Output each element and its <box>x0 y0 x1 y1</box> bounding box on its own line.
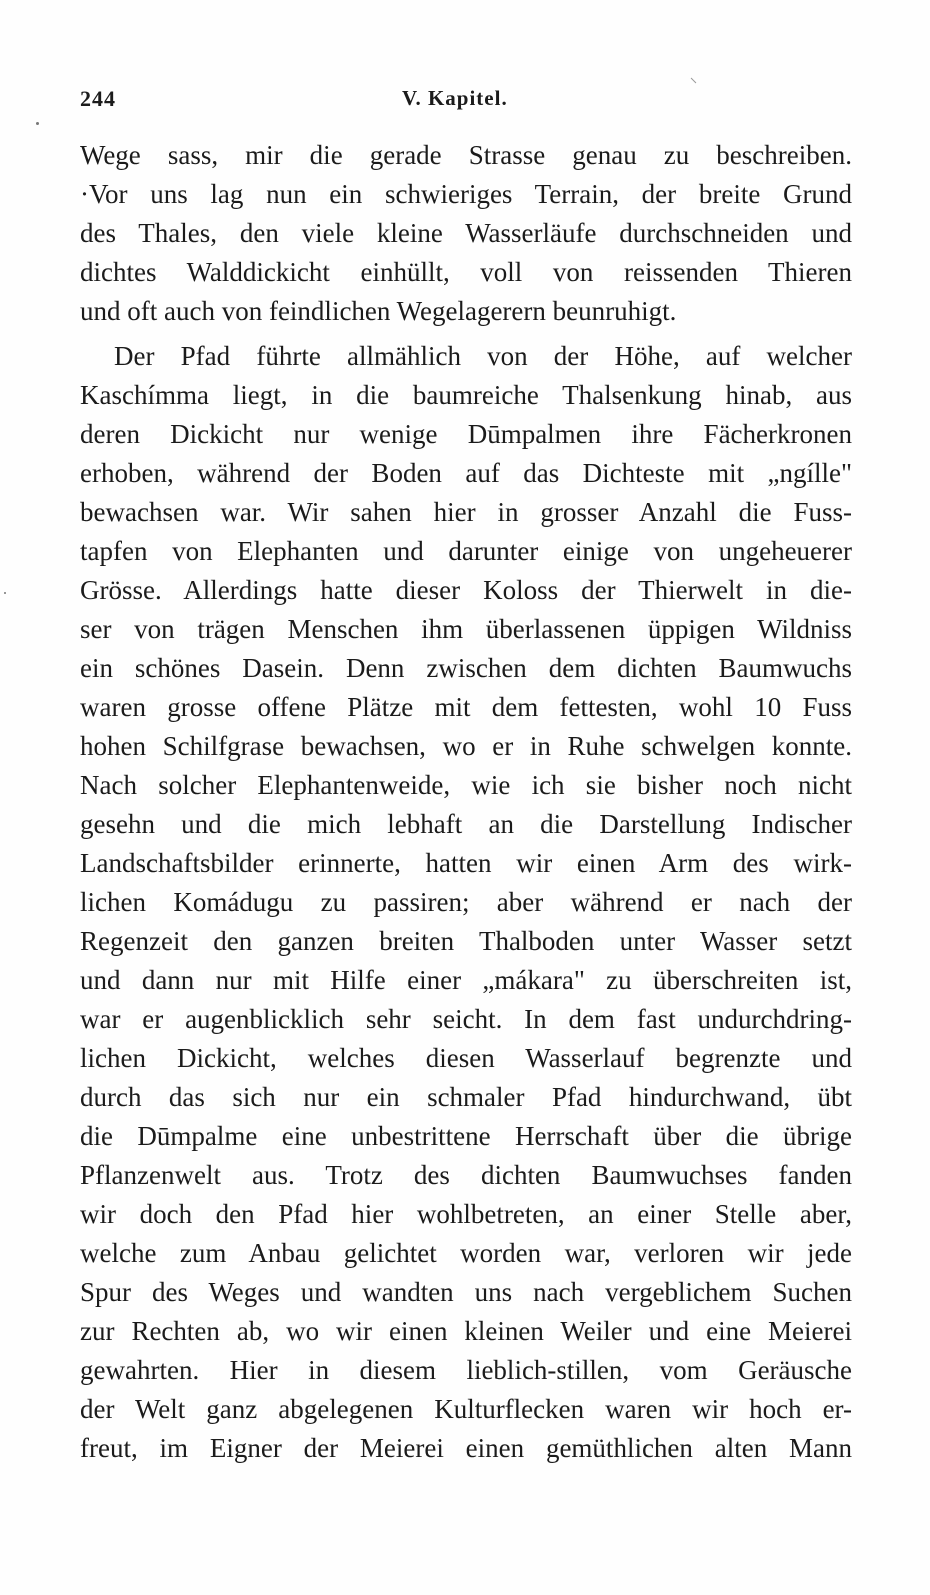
text-line: des Thales, den viele kleine Wasserläufe durchschneiden und <box>80 218 852 248</box>
text-line: gewahrten. Hier in diesem lieblich-stillen, vom Geräusche <box>80 1355 852 1385</box>
text-line: dichtes Walddickicht einhüllt, voll von reissenden Thieren <box>80 257 852 287</box>
text-line: Landschaftsbilder erinnerte, hatten wir einen Arm des wirk- <box>80 848 852 878</box>
text-line: und dann nur mit Hilfe einer „mákara" zu überschreiten ist, <box>80 965 852 995</box>
body-text <box>80 136 852 1468</box>
text-line: die Dūmpalme eine unbestrittene Herrschaft über die übrige <box>80 1121 852 1151</box>
text-line: Pflanzenwelt aus. Trotz des dichten Baumwuchses fanden <box>80 1160 852 1190</box>
text-line: welche zum Anbau gelichtet worden war, verloren wir jede <box>80 1238 852 1268</box>
text-line: erhoben, während der Boden auf das Dichteste mit „ngílle" <box>80 458 852 488</box>
running-head: V. Kapitel. <box>402 86 508 110</box>
text-line: tapfen von Elephanten und darunter einige von ungeheuerer <box>80 536 852 566</box>
text-line: waren grosse offene Plätze mit dem fettesten, wohl 10 Fuss <box>80 692 852 722</box>
text-line: ein schönes Dasein. Denn zwischen dem dichten Baumwuchs <box>80 653 852 683</box>
scan-mark <box>691 78 697 84</box>
text-line: wir doch den Pfad hier wohlbetreten, an einer Stelle aber, <box>80 1199 852 1229</box>
text-line: Grösse. Allerdings hatte dieser Koloss der Thierwelt in die- <box>80 575 852 605</box>
text-line: und oft auch von feindlichen Wegelagerern beunruhigt. <box>80 296 677 326</box>
text-line: Nach solcher Elephantenweide, wie ich sie bisher noch nicht <box>80 770 852 800</box>
text-line: Spur des Weges und wandten uns nach vergeblichem Suchen <box>80 1277 852 1307</box>
text-line: Wege sass, mir die gerade Strasse genau zu beschreiben. <box>80 140 852 170</box>
text-line: war er augenblicklich sehr seicht. In dem fast undurchdring- <box>80 1004 852 1034</box>
text-line: ·Vor uns lag nun ein schwieriges Terrain, der breite Grund <box>80 179 852 209</box>
text-line: bewachsen war. Wir sahen hier in grosser Anzahl die Fuss- <box>80 497 852 527</box>
scan-speck <box>4 592 6 594</box>
text-line: durch das sich nur ein schmaler Pfad hindurchwand, übt <box>80 1082 852 1112</box>
page-header <box>80 86 850 120</box>
text-line: gesehn und die mich lebhaft an die Darstellung Indischer <box>80 809 852 839</box>
text-line: freut, im Eigner der Meierei einen gemüthlichen alten Mann <box>80 1433 852 1463</box>
text-line: zur Rechten ab, wo wir einen kleinen Weiler und eine Meierei <box>80 1316 852 1346</box>
text-line: Kaschímma liegt, in die baumreiche Thalsenkung hinab, aus <box>80 380 852 410</box>
text-line: der Welt ganz abgelegenen Kulturflecken waren wir hoch er- <box>80 1394 852 1424</box>
text-line: ser von trägen Menschen ihm überlassenen üppigen Wildniss <box>80 614 852 644</box>
paragraph-1 <box>80 136 852 331</box>
paragraph-2 <box>80 337 852 1468</box>
text-line: deren Dickicht nur wenige Dūmpalmen ihre Fächerkronen <box>80 419 852 449</box>
page-number: 244 <box>80 86 116 111</box>
text-line: lichen Dickicht, welches diesen Wasserlauf begrenzte und <box>80 1043 852 1073</box>
scan-speck <box>36 122 39 125</box>
text-line: Regenzeit den ganzen breiten Thalboden unter Wasser setzt <box>80 926 852 956</box>
text-line: Der Pfad führte allmählich von der Höhe, auf welcher <box>114 341 852 371</box>
text-line: hohen Schilfgrase bewachsen, wo er in Ruhe schwelgen konnte. <box>80 731 852 761</box>
text-line: lichen Komádugu zu passiren; aber während er nach der <box>80 887 852 917</box>
